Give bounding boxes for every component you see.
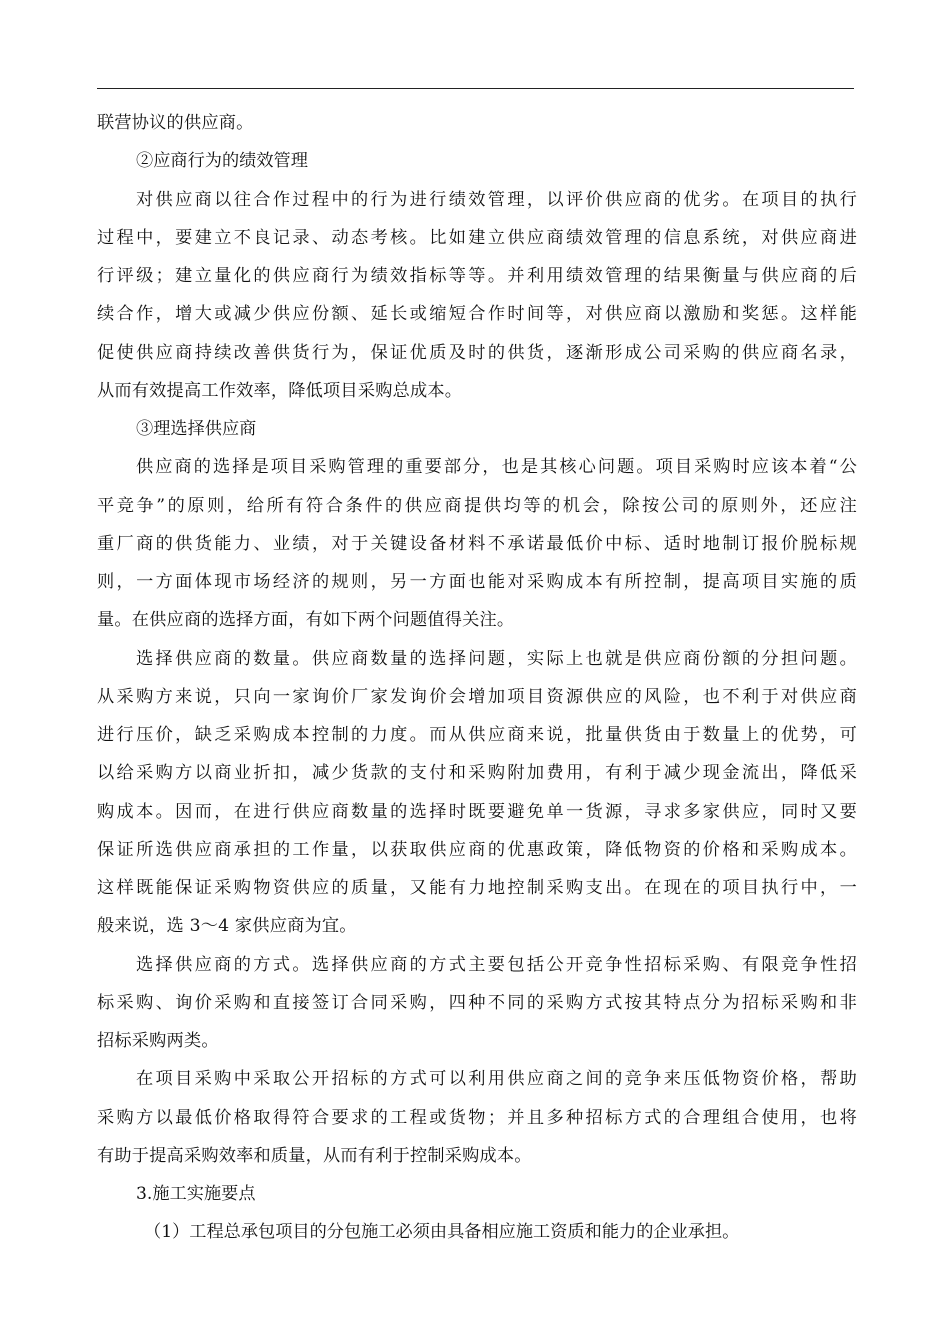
paragraph-line: 这样既能保证采购物资供应的质量，又能有力地控制采购支出。在现在的项目执行中，一 bbox=[97, 878, 857, 898]
paragraph-line: 选择供应商的数量。供应商数量的选择问题，实际上也就是供应商份额的分担问题。 bbox=[136, 648, 857, 669]
header-rule bbox=[97, 88, 854, 89]
paragraph-line: 以给采购方以商业折扣，减少货款的支付和采购附加费用，有利于减少现金流出，降低采 bbox=[97, 763, 857, 784]
paragraph-line: 有助于提高采购效率和质量，从而有利于控制采购成本。 bbox=[97, 1145, 532, 1166]
paragraph-line: 招标采购两类。 bbox=[97, 1031, 219, 1051]
paragraph-line: 则，一方面体现市场经济的规则，另一方面也能对采购成本有所控制，提高项目实施的质 bbox=[97, 572, 857, 592]
paragraph-line: 平竞争”的原则，给所有符合条件的供应商提供均等的机会，除按公司的原则外，还应注 bbox=[97, 495, 857, 516]
section-heading: ③理选择供应商 bbox=[136, 419, 257, 439]
paragraph-line: 联营协议的供应商。 bbox=[97, 113, 254, 133]
paragraph-line: 行评级；建立量化的供应商行为绩效指标等等。并利用绩效管理的结果衡量与供应商的后 bbox=[97, 266, 857, 286]
paragraph-line: 量。在供应商的选择方面，有如下两个问题值得关注。 bbox=[97, 610, 515, 631]
paragraph-line: 重厂商的供货能力、业绩，对于关键设备材料不承诺最低价中标、适时地制订报价脱标规 bbox=[97, 533, 857, 554]
paragraph-line: 促使供应商持续改善供货行为，保证优质及时的供货，逐渐形成公司采购的供应商名录， bbox=[97, 342, 857, 363]
paragraph-line: 进行压价，缺乏采购成本控制的力度。而从供应商来说，批量供货由于数量上的优势，可 bbox=[97, 725, 857, 745]
paragraph-line: 选择供应商的方式。选择供应商的方式主要包括公开竞争性招标采购、有限竞争性招 bbox=[136, 954, 857, 975]
paragraph-line: 般来说，选 3～4 家供应商为宜。 bbox=[97, 916, 357, 937]
paragraph-line: 标采购、询价采购和直接签订合同采购，四种不同的采购方式按其特点分为招标采购和非 bbox=[97, 992, 857, 1013]
list-item: （1）工程总承包项目的分包施工必须由具备相应施工资质和能力的企业承担。 bbox=[144, 1222, 740, 1243]
paragraph-line: 采购方以最低价格取得符合要求的工程或货物；并且多种招标方式的合理组合使用，也将 bbox=[97, 1107, 857, 1128]
paragraph-line: 过程中，要建立不良记录、动态考核。比如建立供应商绩效管理的信息系统，对供应商进 bbox=[97, 227, 857, 248]
paragraph-line: 供应商的选择是项目采购管理的重要部分，也是其核心问题。项目采购时应该本着“公 bbox=[136, 457, 857, 478]
paragraph-line: 在项目采购中采取公开招标的方式可以利用供应商之间的竞争来压低物资价格，帮助 bbox=[136, 1069, 857, 1090]
paragraph-line: 续合作，增大或减少供应份额、延长或缩短合作时间等，对供应商以激励和奖惩。这样能 bbox=[97, 304, 857, 325]
section-heading: ②应商行为的绩效管理 bbox=[136, 151, 308, 172]
document-body bbox=[97, 104, 857, 1252]
paragraph-line: 对供应商以往合作过程中的行为进行绩效管理，以评价供应商的优劣。在项目的执行 bbox=[136, 189, 857, 210]
paragraph-line: 购成本。因而，在进行供应商数量的选择时既要避免单一货源，寻求多家供应，同时又要 bbox=[97, 801, 857, 822]
section-heading: 3.施工实施要点 bbox=[136, 1184, 256, 1204]
paragraph-line: 从采购方来说，只向一家询价厂家发询价会增加项目资源供应的风险，也不利于对供应商 bbox=[97, 686, 857, 707]
paragraph-line: 保证所选供应商承担的工作量，以获取供应商的优惠政策，降低物资的价格和采购成本。 bbox=[97, 839, 857, 860]
paragraph-line: 从而有效提高工作效率，降低项目采购总成本。 bbox=[97, 380, 463, 401]
